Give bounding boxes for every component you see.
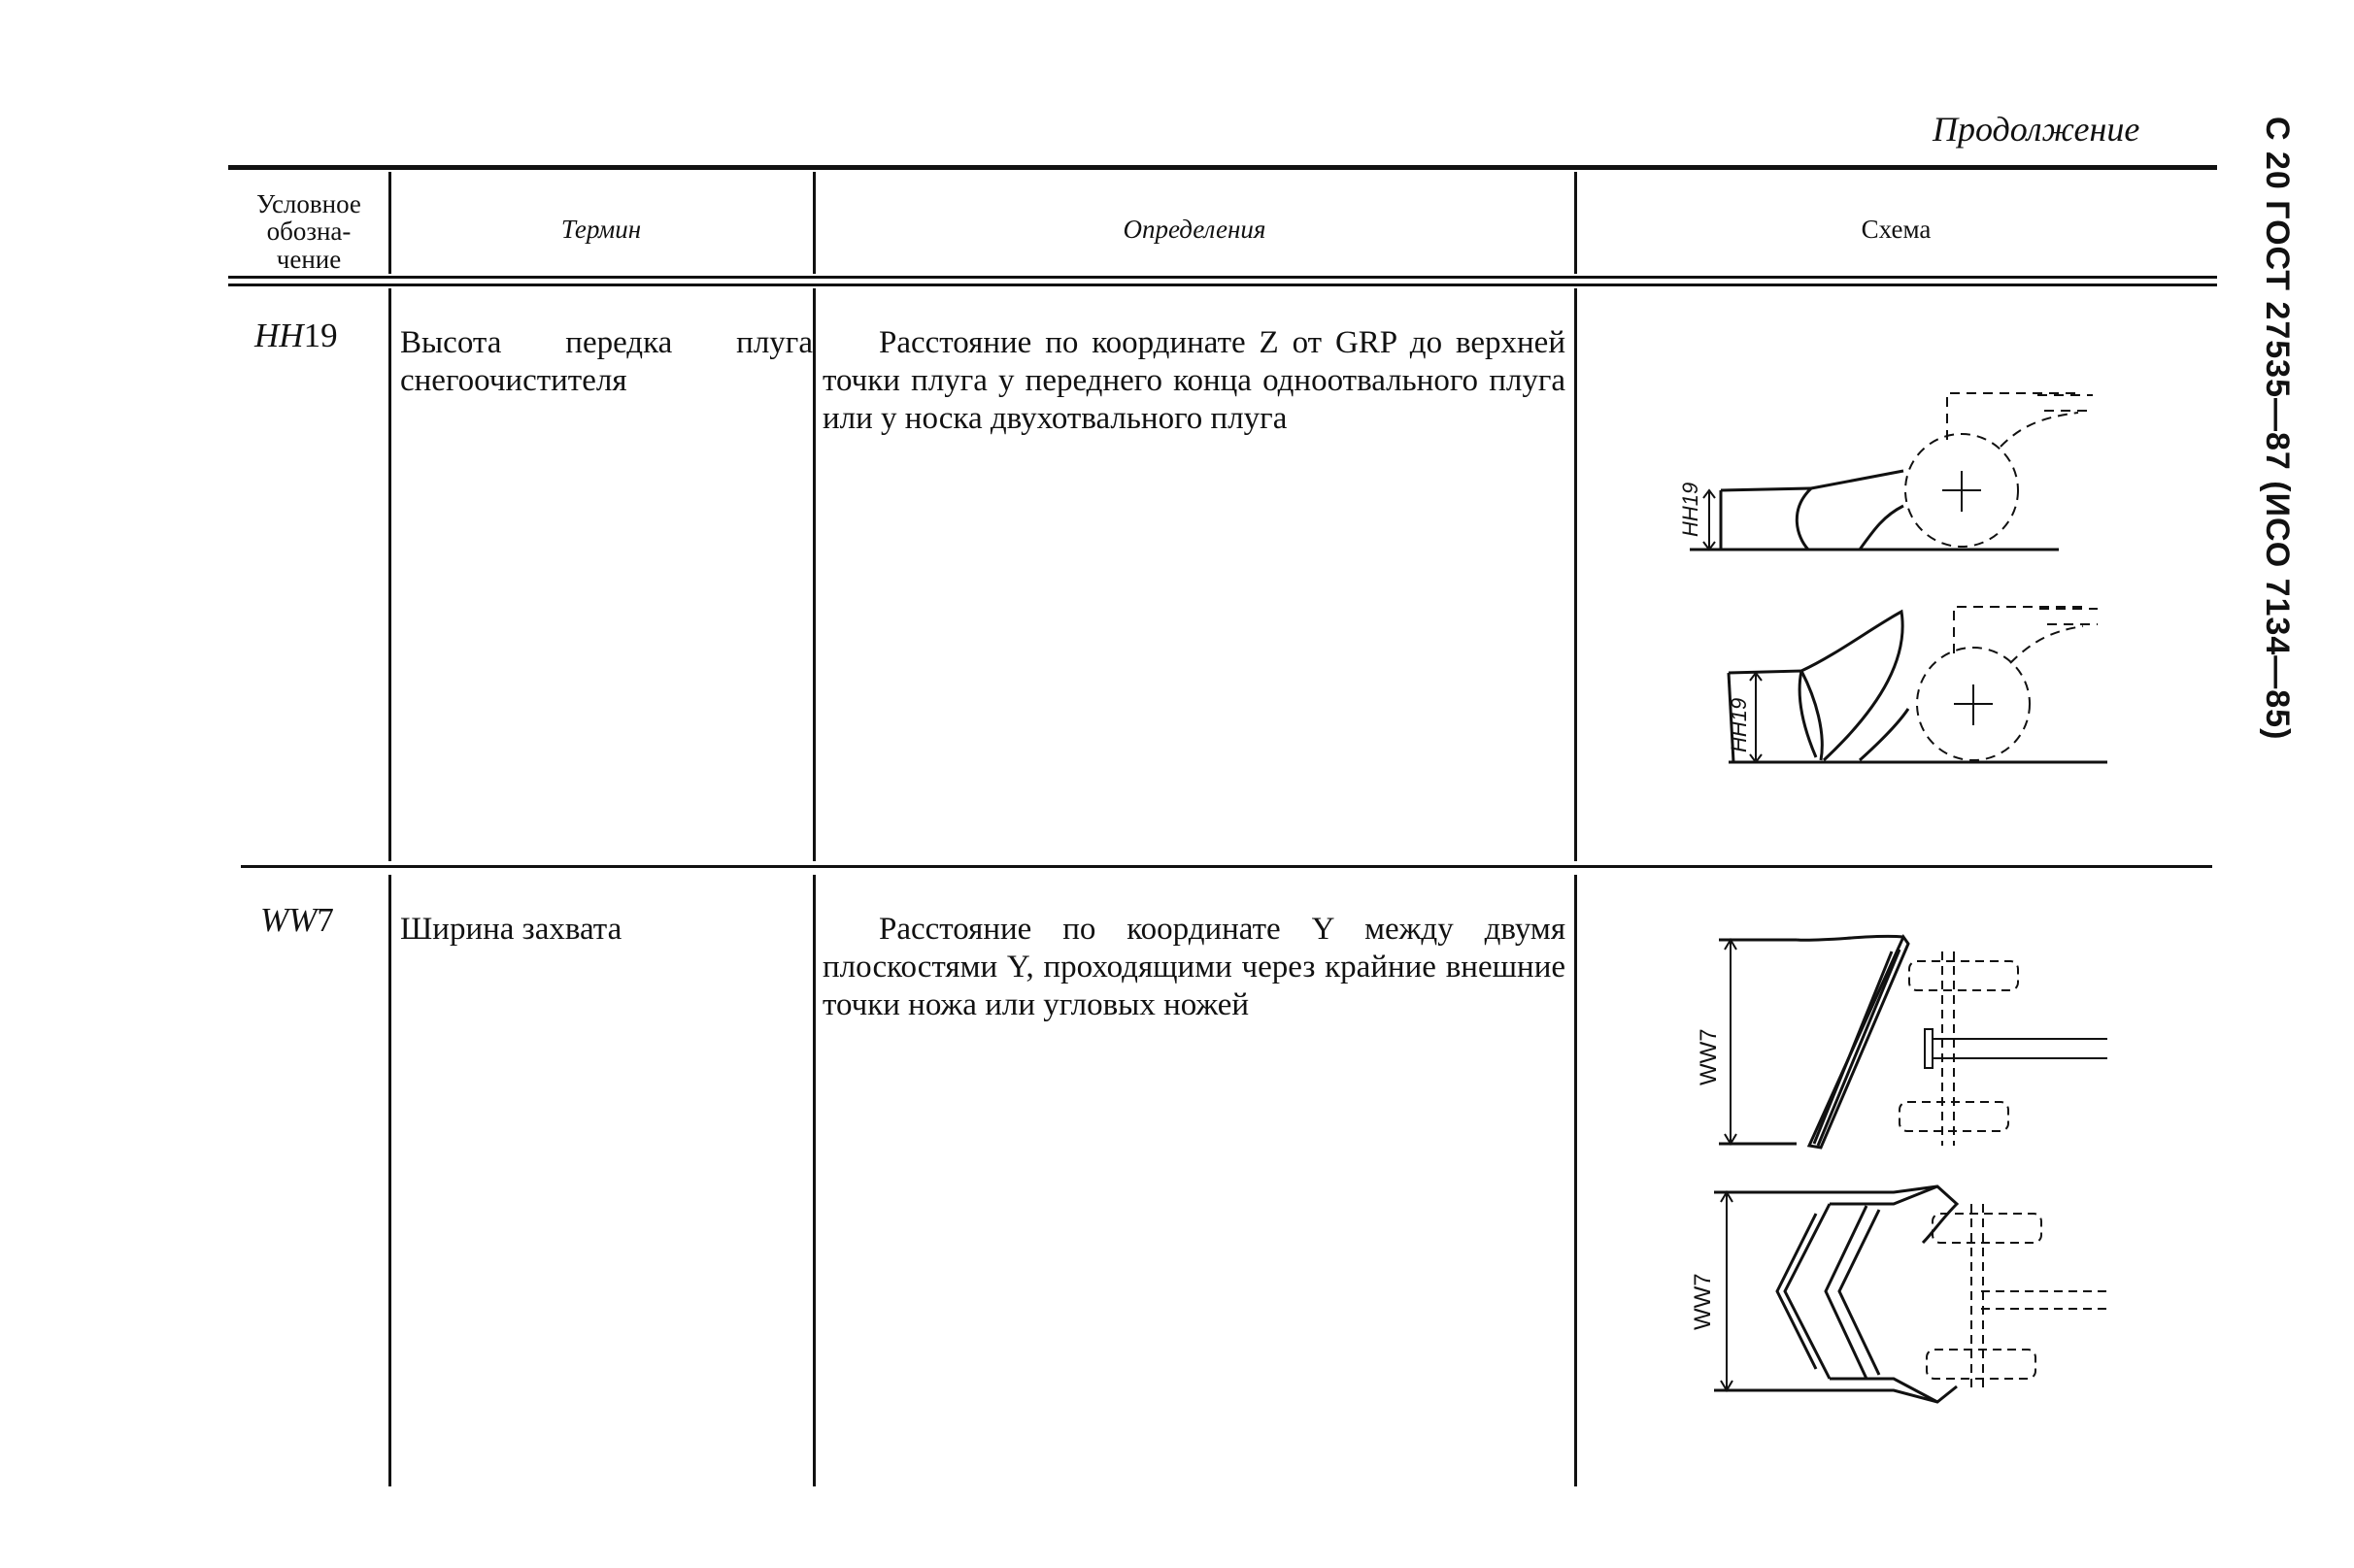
row-2-scheme-figure xyxy=(1651,922,2136,1427)
column-divider-1 xyxy=(388,172,391,274)
header-symbol-line-2: обозна- xyxy=(266,217,352,247)
header-bottom-rule-second xyxy=(228,284,2217,286)
row-2-symbol xyxy=(260,901,334,940)
column-divider-3-row2 xyxy=(1574,875,1577,1486)
row-1-term: Высота передка плуга снегоочистителя xyxy=(400,325,813,398)
column-divider-1-row1 xyxy=(388,288,391,861)
continued-label: Продолжение xyxy=(1933,110,2140,149)
header-definition: Определения xyxy=(1123,215,1266,244)
side-running-header xyxy=(2251,107,2296,786)
row-1-symbol-letters: HH xyxy=(254,317,304,354)
row-2-symbol-letters: WW xyxy=(260,901,318,939)
row-2-symbol-number: 7 xyxy=(317,901,334,939)
side-running-header-text: С 20 ГОСТ 27535—87 (ИСО 7134—85) xyxy=(2259,117,2296,741)
column-divider-3 xyxy=(1574,172,1577,274)
column-divider-2-row1 xyxy=(813,288,816,861)
row-1-symbol xyxy=(254,317,338,355)
column-divider-3-row1 xyxy=(1574,288,1577,861)
row-1-figure-label-1: HH19 xyxy=(1678,482,1702,537)
header-symbol xyxy=(231,190,387,273)
row-1-symbol-number: 19 xyxy=(303,317,338,354)
row-1-definition: Расстояние по координате Z от GRP до верхней точки плуга у переднего конца одноотвального плуга или у носка двухотвального плуга xyxy=(823,325,1565,436)
row-1-figure-label-2: HH19 xyxy=(1727,697,1751,752)
row-2-figure-label-1: WW7 xyxy=(1696,1028,1722,1085)
column-divider-1-row2 xyxy=(388,875,391,1486)
column-divider-2 xyxy=(813,172,816,274)
header-bottom-rule xyxy=(228,276,2217,279)
row-separator xyxy=(241,865,2212,868)
table-top-rule xyxy=(228,165,2217,170)
row-2-definition: Расстояние по координате Y между двумя плоскостями Y, проходящими через крайние внешние точки ножа или угловых ножей xyxy=(823,912,1565,1022)
header-scheme: Схема xyxy=(1861,215,1932,244)
row-2-term: Ширина захвата xyxy=(400,912,622,947)
header-term: Термин xyxy=(560,215,642,244)
header-symbol-line-3: чение xyxy=(276,244,342,274)
header-symbol-line-1: Условное xyxy=(256,189,361,218)
row-1-scheme-figure xyxy=(1651,374,2136,782)
column-divider-2-row2 xyxy=(813,875,816,1486)
row-2-figure-label-2: WW7 xyxy=(1690,1273,1716,1330)
